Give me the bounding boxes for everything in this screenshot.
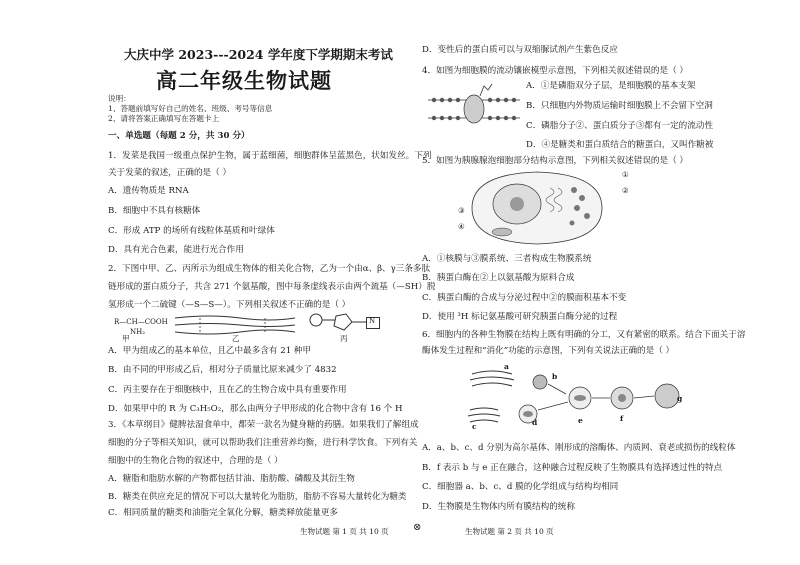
q5-label-3: ③ xyxy=(458,206,465,215)
q6-label-e: e xyxy=(578,416,583,425)
q5-label-1: ① xyxy=(622,170,629,179)
q6-option-d: D．生物膜是生物体内所有膜结构的统称 xyxy=(422,502,575,512)
q2-label-bing: 丙 xyxy=(340,334,348,343)
q3-stem-1: 3．《本草纲目》健脾祛湿食单中，都荣一款名为健身糖的药膳。如果我们了解组成 xyxy=(108,420,419,430)
note-1: 1、答题前填写好自己的姓名、班级、考号等信息 xyxy=(108,104,273,113)
section-1-heading: 一、单选题（每题 2 分，共 30 分） xyxy=(108,131,250,141)
q5-cell-diagram xyxy=(462,168,612,246)
school-line: 大庆中学 2023---2024 学年度下学期期末考试 xyxy=(124,47,393,62)
q2-base-label: N xyxy=(369,317,376,325)
q1-option-d: D．具有光合色素，能进行光合作用 xyxy=(108,245,244,255)
q3-option-a: A．糖脂和脂肪水解的产物都包括甘油、脂肪酸、磷酸及其衍生物 xyxy=(108,474,355,484)
q6-lysosome-diagram xyxy=(462,362,692,434)
q4-option-a: A．①是磷脂双分子层，是细胞膜的基本支架 xyxy=(526,81,696,91)
q6-label-b: b xyxy=(552,372,558,381)
q1-option-c: C．形成 ATP 的场所有线粒体基质和叶绿体 xyxy=(108,226,275,236)
right-page-footer: 生物试题 第 2 页 共 10 页 xyxy=(465,527,554,536)
q2-stem-1: 2．下图中甲、乙、丙所示为组成生物体的相关化合物，乙为一个由α、β、γ三条多肽 xyxy=(108,264,431,274)
q2-option-d: D．如果甲中的 R 为 C₃H₅O₂，那么由两分子甲形成的化合物中含有 16 个 H xyxy=(108,404,403,414)
q1-stem-1: 1．发菜是我国一级重点保护生物，属于蓝细菌，细胞群体呈蓝黑色，状如发丝。下列 xyxy=(108,151,432,161)
q2-amino-group: NH₂ xyxy=(130,328,146,336)
left-page-footer: 生物试题 第 1 页 共 10 页 xyxy=(300,527,389,536)
q1-option-a: A．遗传物质是 RNA xyxy=(108,186,189,196)
left-page xyxy=(108,0,436,565)
q6-option-b: B．f 表示 b 与 e 正在融合，这种融合过程反映了生物膜具有选择透过性的特点 xyxy=(422,463,723,473)
q1-option-b: B．细胞中不具有核糖体 xyxy=(108,206,201,216)
q2-amino-acid-formula: R—CH—COOH xyxy=(114,318,168,326)
q4-stem: 4．如图为细胞膜的流动镶嵌模型示意图，下列相关叙述错误的是（ ） xyxy=(422,66,689,76)
q2-option-a: A．甲为组成乙的基本单位，且乙中最多含有 21 种甲 xyxy=(108,346,312,356)
q4-option-d: D．④是糖类和蛋白质结合的糖蛋白，又叫作糖被 xyxy=(526,140,714,150)
q6-label-f: f xyxy=(620,414,624,423)
q5-label-2: ② xyxy=(622,186,629,195)
q5-option-d: D．使用 ³H 标记氨基酸可研究胰蛋白酶分泌的过程 xyxy=(422,312,618,322)
q5-option-c: C．胰蛋白酶的合成与分泌过程中②的膜面积基本不变 xyxy=(422,293,627,303)
q3-stem-3: 细胞中的生物化合物的叙述中，合理的是（ ） xyxy=(108,456,283,466)
right-page xyxy=(422,0,746,565)
q4-membrane-diagram xyxy=(428,82,520,132)
q2-stem-3: 氢形成一个二硫键（—S—S—）。下列相关叙述不正确的是（ ） xyxy=(108,300,351,310)
q2-label-jia: 甲 xyxy=(122,334,130,343)
q6-option-c: C．细胞器 a、b、c、d 膜的化学组成与结构均相同 xyxy=(422,482,619,492)
q6-label-d: d xyxy=(532,418,538,427)
exam-title: 高二年级生物试题 xyxy=(156,68,332,93)
notes-heading: 说明： xyxy=(108,94,131,103)
note-2: 2、请将答案正确填写在答题卡上 xyxy=(108,114,220,123)
q6-label-g: g xyxy=(677,394,683,403)
q6-option-a: A．a、b、c、d 分别为高尔基体、刚形成的溶酶体、内质网、衰老或损伤的线粒体 xyxy=(422,443,736,453)
q2-option-c: C．丙主要存在于细胞核中，且在乙的生物合成中具有重要作用 xyxy=(108,385,347,395)
q6-label-a: a xyxy=(504,362,509,371)
q3-option-c: C．相同质量的糖类和油脂完全氧化分解，糖类释放能量更多 xyxy=(108,508,339,518)
q2-label-yi: 乙 xyxy=(232,334,240,343)
q5-option-b: B．胰蛋白酶在②上以氨基酸为原料合成 xyxy=(422,273,575,283)
q2-option-b: B．由不同的甲形成乙后，相对分子质量比原来减少了 4832 xyxy=(108,365,337,375)
q3-stem-2: 细胞的分子等相关知识，就可以帮助我们注重营养均衡，进行科学饮食。下列有关 xyxy=(108,438,418,448)
q4-option-b: B．只细胞内外物质运输时细胞膜上不会留下空洞 xyxy=(526,101,713,111)
q1-stem-2: 关于发菜的叙述，正确的是（ ） xyxy=(108,168,232,178)
q6-label-c: c xyxy=(472,422,477,431)
page-marker: ⊗ xyxy=(413,522,422,533)
q5-option-a: A．①核膜与③膜系统、三者构成生物膜系统 xyxy=(422,254,592,264)
q4-option-c: C．磷脂分子②、蛋白质分子③都有一定的流动性 xyxy=(526,121,714,131)
q2-stem-2: 链形成的蛋白质分子，共含 271 个氨基酸，图中每条虚线表示由两个巯基（—SH）脱 xyxy=(108,282,436,292)
q3-option-b: B．糖类在供应充足的情况下可以大量转化为脂肪，脂肪不容易大量转化为糖类 xyxy=(108,492,407,502)
q6-stem-2: 酶体发生过程和“消化”功能的示意图，下列有关说法正确的是（ ） xyxy=(422,346,675,356)
q6-stem-1: 6．细胞内的各种生物膜在结构上既有明确的分工，又有紧密的联系。结合下面关于溶 xyxy=(422,330,746,340)
q3-option-d: D．变性后的蛋白质可以与双缩脲试剂产生紫色反应 xyxy=(422,45,618,55)
q5-stem: 5．如图为胰腺腺泡细胞部分结构示意图，下列相关叙述错误的是（ ） xyxy=(422,156,689,166)
q5-label-4: ④ xyxy=(458,222,465,231)
